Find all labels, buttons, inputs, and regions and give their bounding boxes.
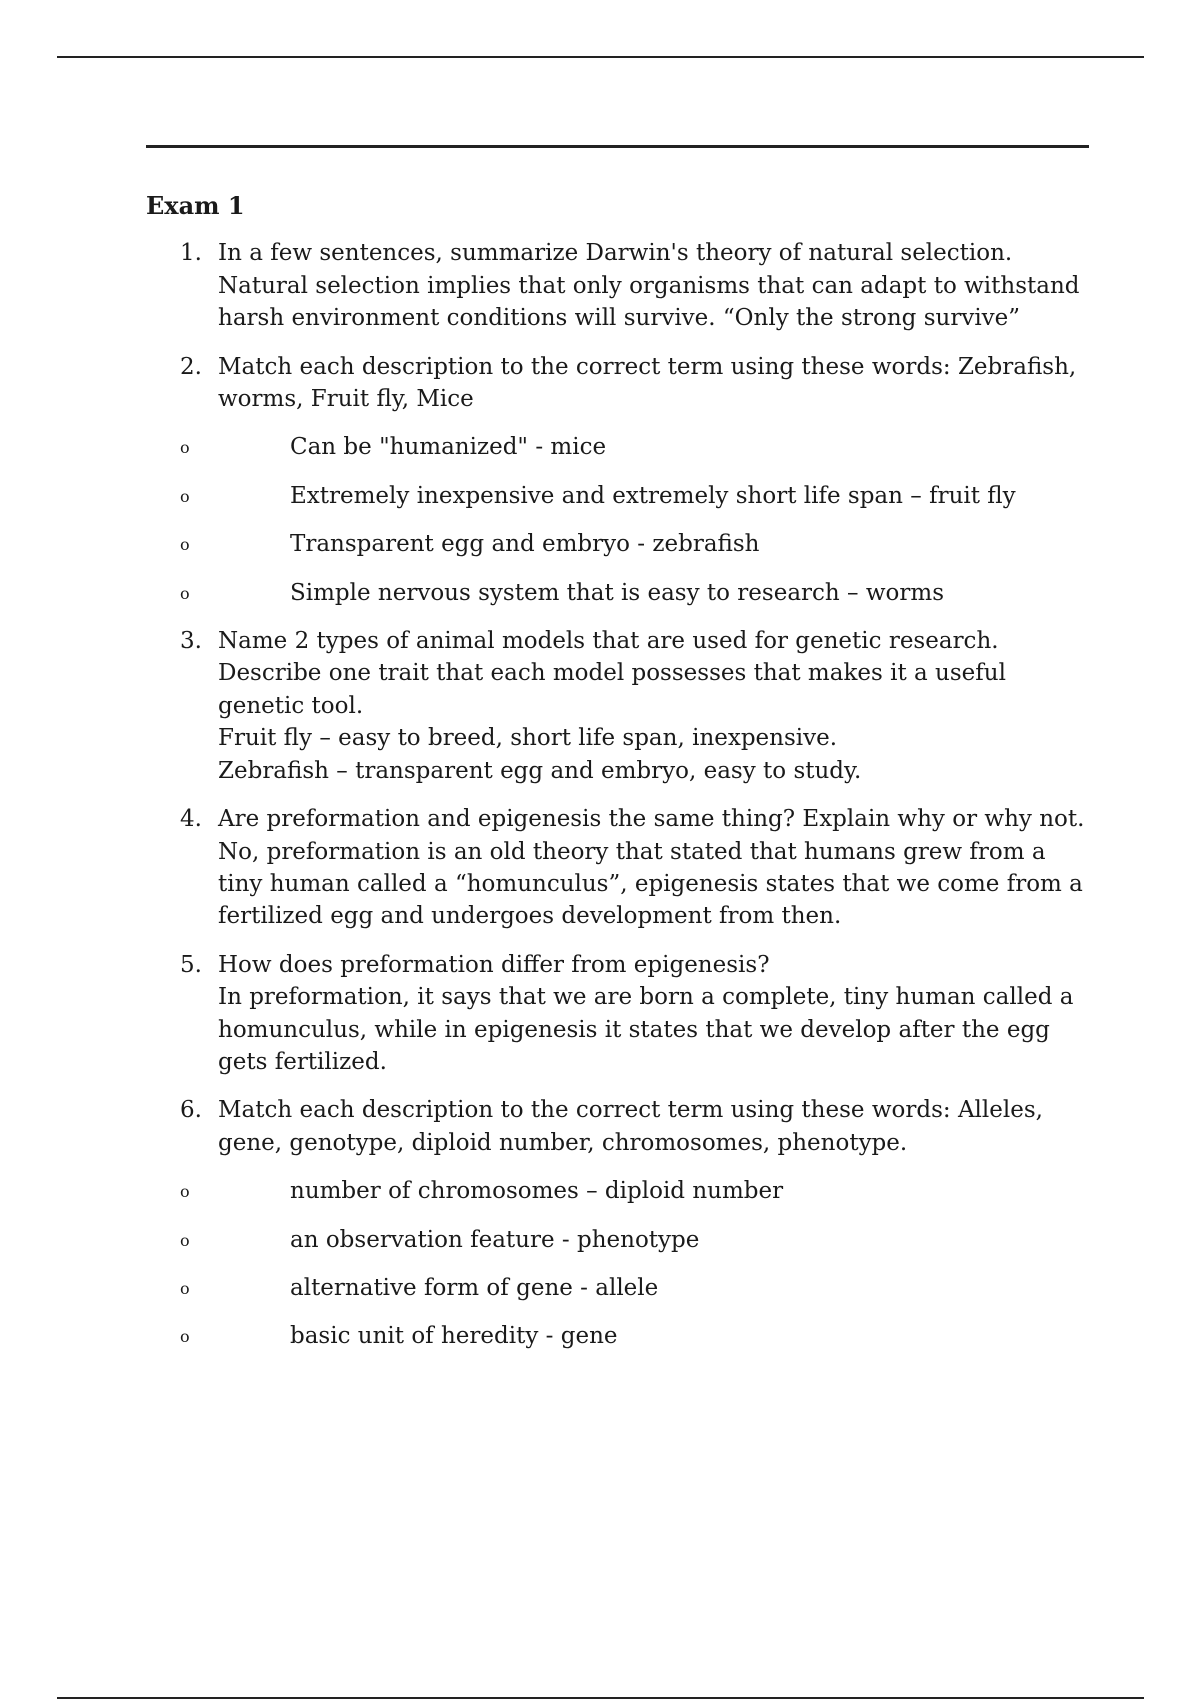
matching-item: [180, 528, 1091, 560]
header-rule: [146, 145, 1089, 148]
question-number: 5.: [180, 951, 202, 978]
document-body: [146, 190, 1091, 1369]
question-number: 3.: [180, 628, 202, 655]
question-item: [146, 625, 1091, 787]
question-text: Name 2 types of animal models that are used for genetic research. Describe one trait that each model possesses that makes it a useful genetic tool.: [218, 628, 1006, 719]
question-text: Match each description to the correct term using these words: Zebrafish, worms, Fruit fly, Mice: [218, 353, 1077, 413]
matching-item: [180, 480, 1091, 512]
matching-item-text: basic unit of heredity - gene: [290, 1323, 618, 1350]
matching-item-text: Can be "humanized" - mice: [290, 434, 607, 461]
question-text: Match each description to the correct term using these words: Alleles, gene, genotype, diploid number, chromosomes, phenotype.: [218, 1097, 1043, 1156]
matching-item-text: number of chromosomes – diploid number: [290, 1178, 784, 1205]
top-page-rule: [57, 56, 1144, 58]
question-number: 2.: [180, 353, 202, 380]
matching-item-text: Simple nervous system that is easy to research – worms: [290, 579, 944, 606]
circle-bullet-icon: o: [180, 486, 190, 506]
matching-item: [180, 577, 1091, 609]
question-item: [146, 803, 1091, 933]
matching-item: [180, 1272, 1091, 1304]
matching-item-text: alternative form of gene - allele: [290, 1274, 659, 1301]
question-number: 6.: [180, 1097, 202, 1124]
question-text: In a few sentences, summarize Darwin's theory of natural selection.: [218, 240, 1013, 267]
matching-item: [180, 1224, 1091, 1256]
circle-bullet-icon: o: [180, 1230, 190, 1250]
answer-text: No, preformation is an old theory that stated that humans grew from a tiny human called a “homunculus”, epigenesis states that we come from a fertilized egg and undergoes development from then.: [218, 838, 1083, 930]
matching-item-text: Transparent egg and embryo - zebrafish: [290, 531, 760, 558]
matching-item-text: an observation feature - phenotype: [290, 1226, 700, 1253]
matching-list: [180, 431, 1091, 609]
matching-item: [180, 1320, 1091, 1352]
circle-bullet-icon: o: [180, 1327, 190, 1347]
circle-bullet-icon: o: [180, 438, 190, 458]
question-text: Are preformation and epigenesis the same thing? Explain why or why not.: [218, 806, 1085, 833]
exam-title: Exam 1: [146, 191, 245, 220]
answer-text: Fruit fly – easy to breed, short life span, inexpensive.: [218, 725, 838, 752]
question-number: 4.: [180, 806, 202, 833]
circle-bullet-icon: o: [180, 1182, 190, 1202]
question-item: [146, 949, 1091, 1079]
circle-bullet-icon: o: [180, 535, 190, 555]
matching-item: [180, 1175, 1091, 1207]
bottom-page-rule: [57, 1697, 1144, 1699]
matching-item: [180, 431, 1091, 463]
question-item: [146, 1094, 1091, 1352]
matching-list: [180, 1175, 1091, 1353]
answer-text: Natural selection implies that only organisms that can adapt to withstand harsh environment conditions will survive. “Only the strong survive”: [218, 272, 1080, 332]
matching-item-text: Extremely inexpensive and extremely short life span – fruit fly: [290, 482, 1016, 509]
answer-text: In preformation, it says that we are born a complete, tiny human called a homunculus, while in epigenesis it states that we develop after the egg gets fertilized.: [218, 984, 1074, 1075]
question-number: 1.: [180, 240, 202, 267]
circle-bullet-icon: o: [180, 1278, 190, 1298]
question-item: [146, 237, 1091, 334]
answer-text: Zebrafish – transparent egg and embryo, easy to study.: [218, 757, 862, 784]
question-item: [146, 351, 1091, 609]
circle-bullet-icon: o: [180, 583, 190, 603]
question-list: [146, 237, 1091, 1352]
question-text: How does preformation differ from epigenesis?: [218, 951, 770, 978]
